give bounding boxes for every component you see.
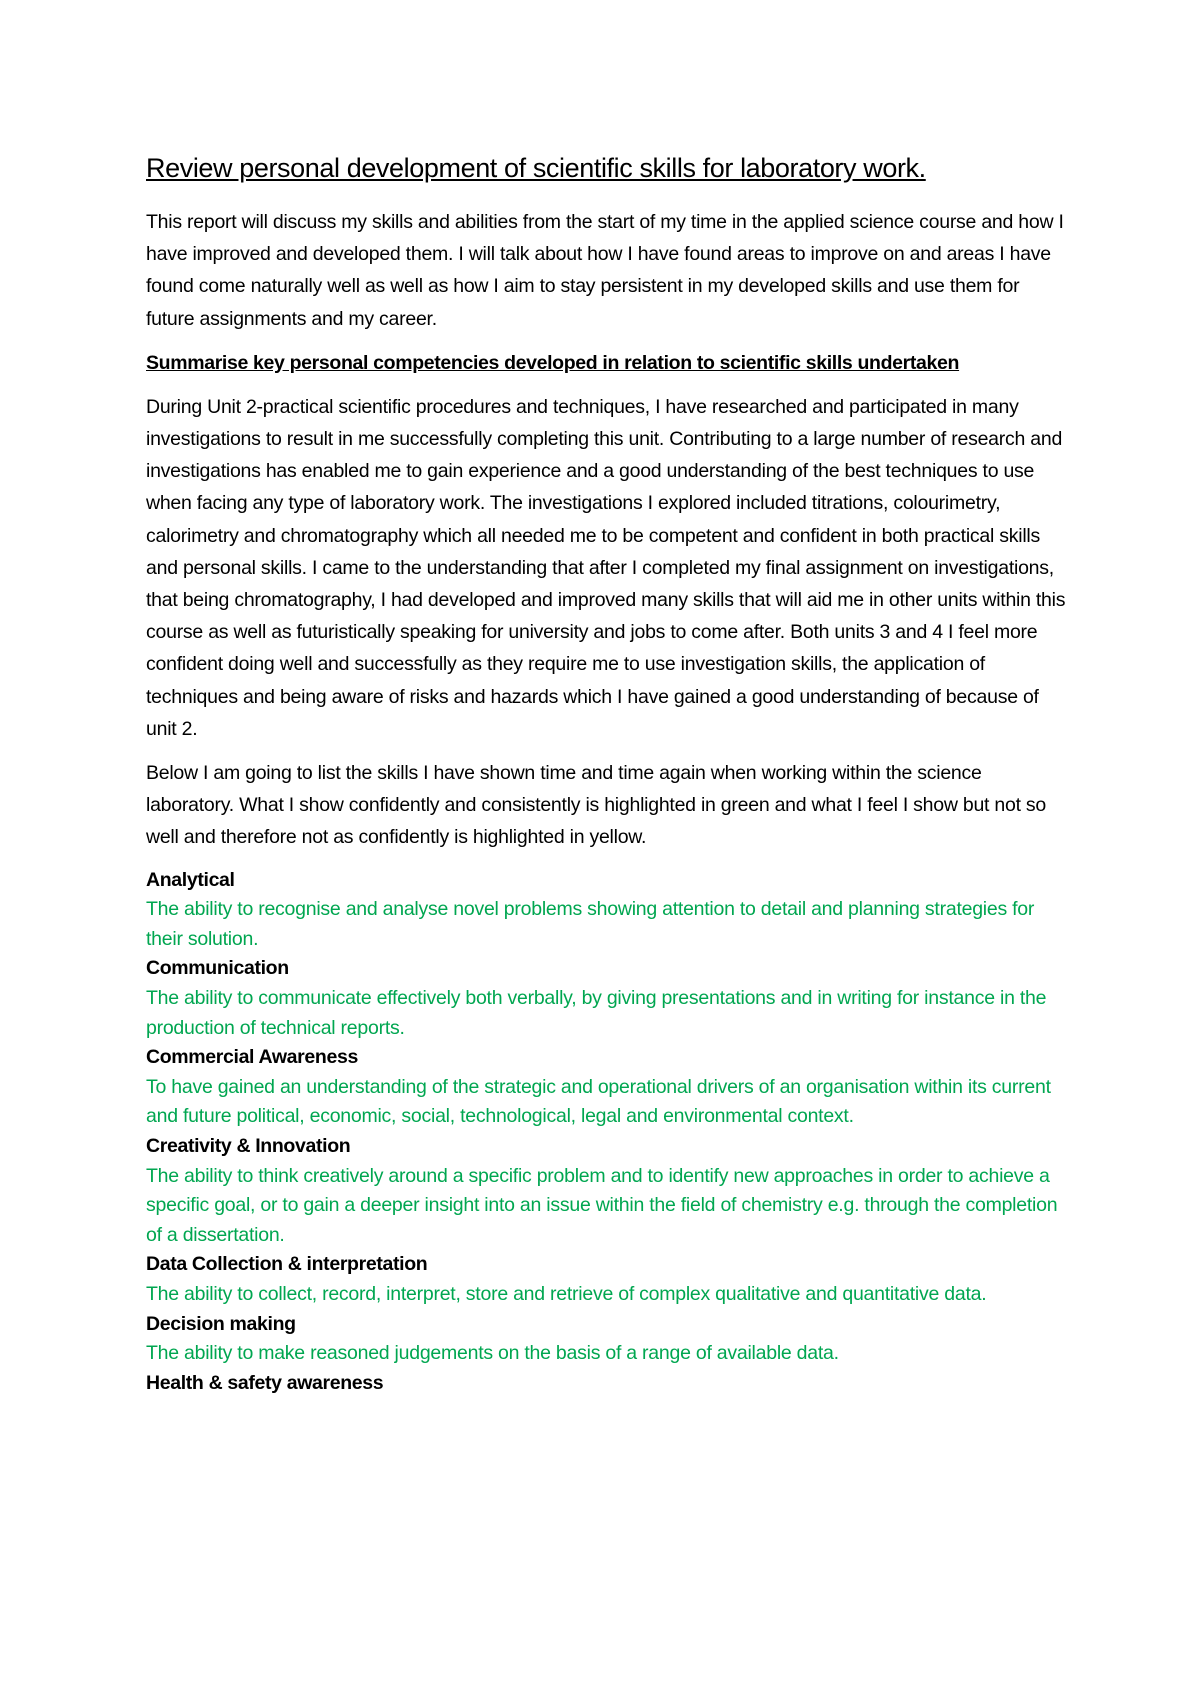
skill-name-commercial-awareness: Commercial Awareness <box>146 1046 358 1069</box>
skills-list <box>146 866 1066 1399</box>
document-body <box>146 150 1066 1398</box>
section-paragraph: During Unit 2-practical scientific procedures and techniques, I have researched and participated in many investigations to result in me successfully completing this unit. Contributing to a large number of research and investigations has enabled me to gain experience and a good understanding of the best techniques to use when facing any type of laboratory work. The investigations I explored included titrations, colourimetry, calorimetry and chromatography which all needed me to be competent and confident in both practical skills and personal skills. I came to the understanding that after I completed my final assignment on investigations, that being chromatography, I had developed and improved many skills that will aid me in other units within this course as well as futuristically speaking for university and jobs to come after. Both units 3 and 4 I feel more confident doing well and successfully as they require me to use investigation skills, the application of techniques and being aware of risks and hazards which I have gained a good understanding of because of unit 2. <box>146 395 1066 740</box>
skill-name-data-collection: Data Collection & interpretation <box>146 1253 428 1276</box>
skill-description-creativity-innovation: The ability to think creatively around a specific problem and to identify new approaches in order to achieve a specific goal, or to gain a deeper insight into an issue within the field of chemistry e.g. through the completion of a dissertation. <box>146 1164 1058 1246</box>
skill-name-health-safety: Health & safety awareness <box>146 1371 384 1394</box>
skill-description-data-collection: The ability to collect, record, interpret, store and retrieve of complex qualitative and quantitative data. <box>146 1282 987 1305</box>
skill-name-creativity-innovation: Creativity & Innovation <box>146 1135 351 1157</box>
skill-description-analytical: The ability to recognise and analyse novel problems showing attention to detail and planning strategies for their solution. <box>146 898 1035 950</box>
skill-name-analytical: Analytical <box>146 868 235 891</box>
intro-paragraph: This report will discuss my skills and abilities from the start of my time in the applied science course and how I have improved and developed them. I will talk about how I have found areas to improve on and areas I have found come naturally well as well as how I aim to stay persistent in my developed skills and use them for future assignments and my career. <box>146 211 1064 330</box>
skill-name-communication: Communication <box>146 957 289 980</box>
document-title: Review personal development of scientific skills for laboratory work. <box>146 153 926 183</box>
skill-description-commercial-awareness: To have gained an understanding of the strategic and operational drivers of an organisation within its current and future political, economic, social, technological, legal and environmental context. <box>146 1075 1051 1128</box>
section-heading: Summarise key personal competencies developed in relation to scientific skills undertaken <box>146 351 960 374</box>
skill-name-decision-making: Decision making <box>146 1312 296 1335</box>
skill-description-decision-making: The ability to make reasoned judgements on the basis of a range of available data. <box>146 1342 839 1365</box>
skills-intro-paragraph: Below I am going to list the skills I have shown time and time again when working within the science laboratory. What I show confidently and consistently is highlighted in green and what I feel I show but not so well and therefore not as confidently is highlighted in yellow. <box>146 762 1047 849</box>
skill-description-communication: The ability to communicate effectively both verbally, by giving presentations and in writing for instance in the production of technical reports. <box>146 987 1047 1039</box>
